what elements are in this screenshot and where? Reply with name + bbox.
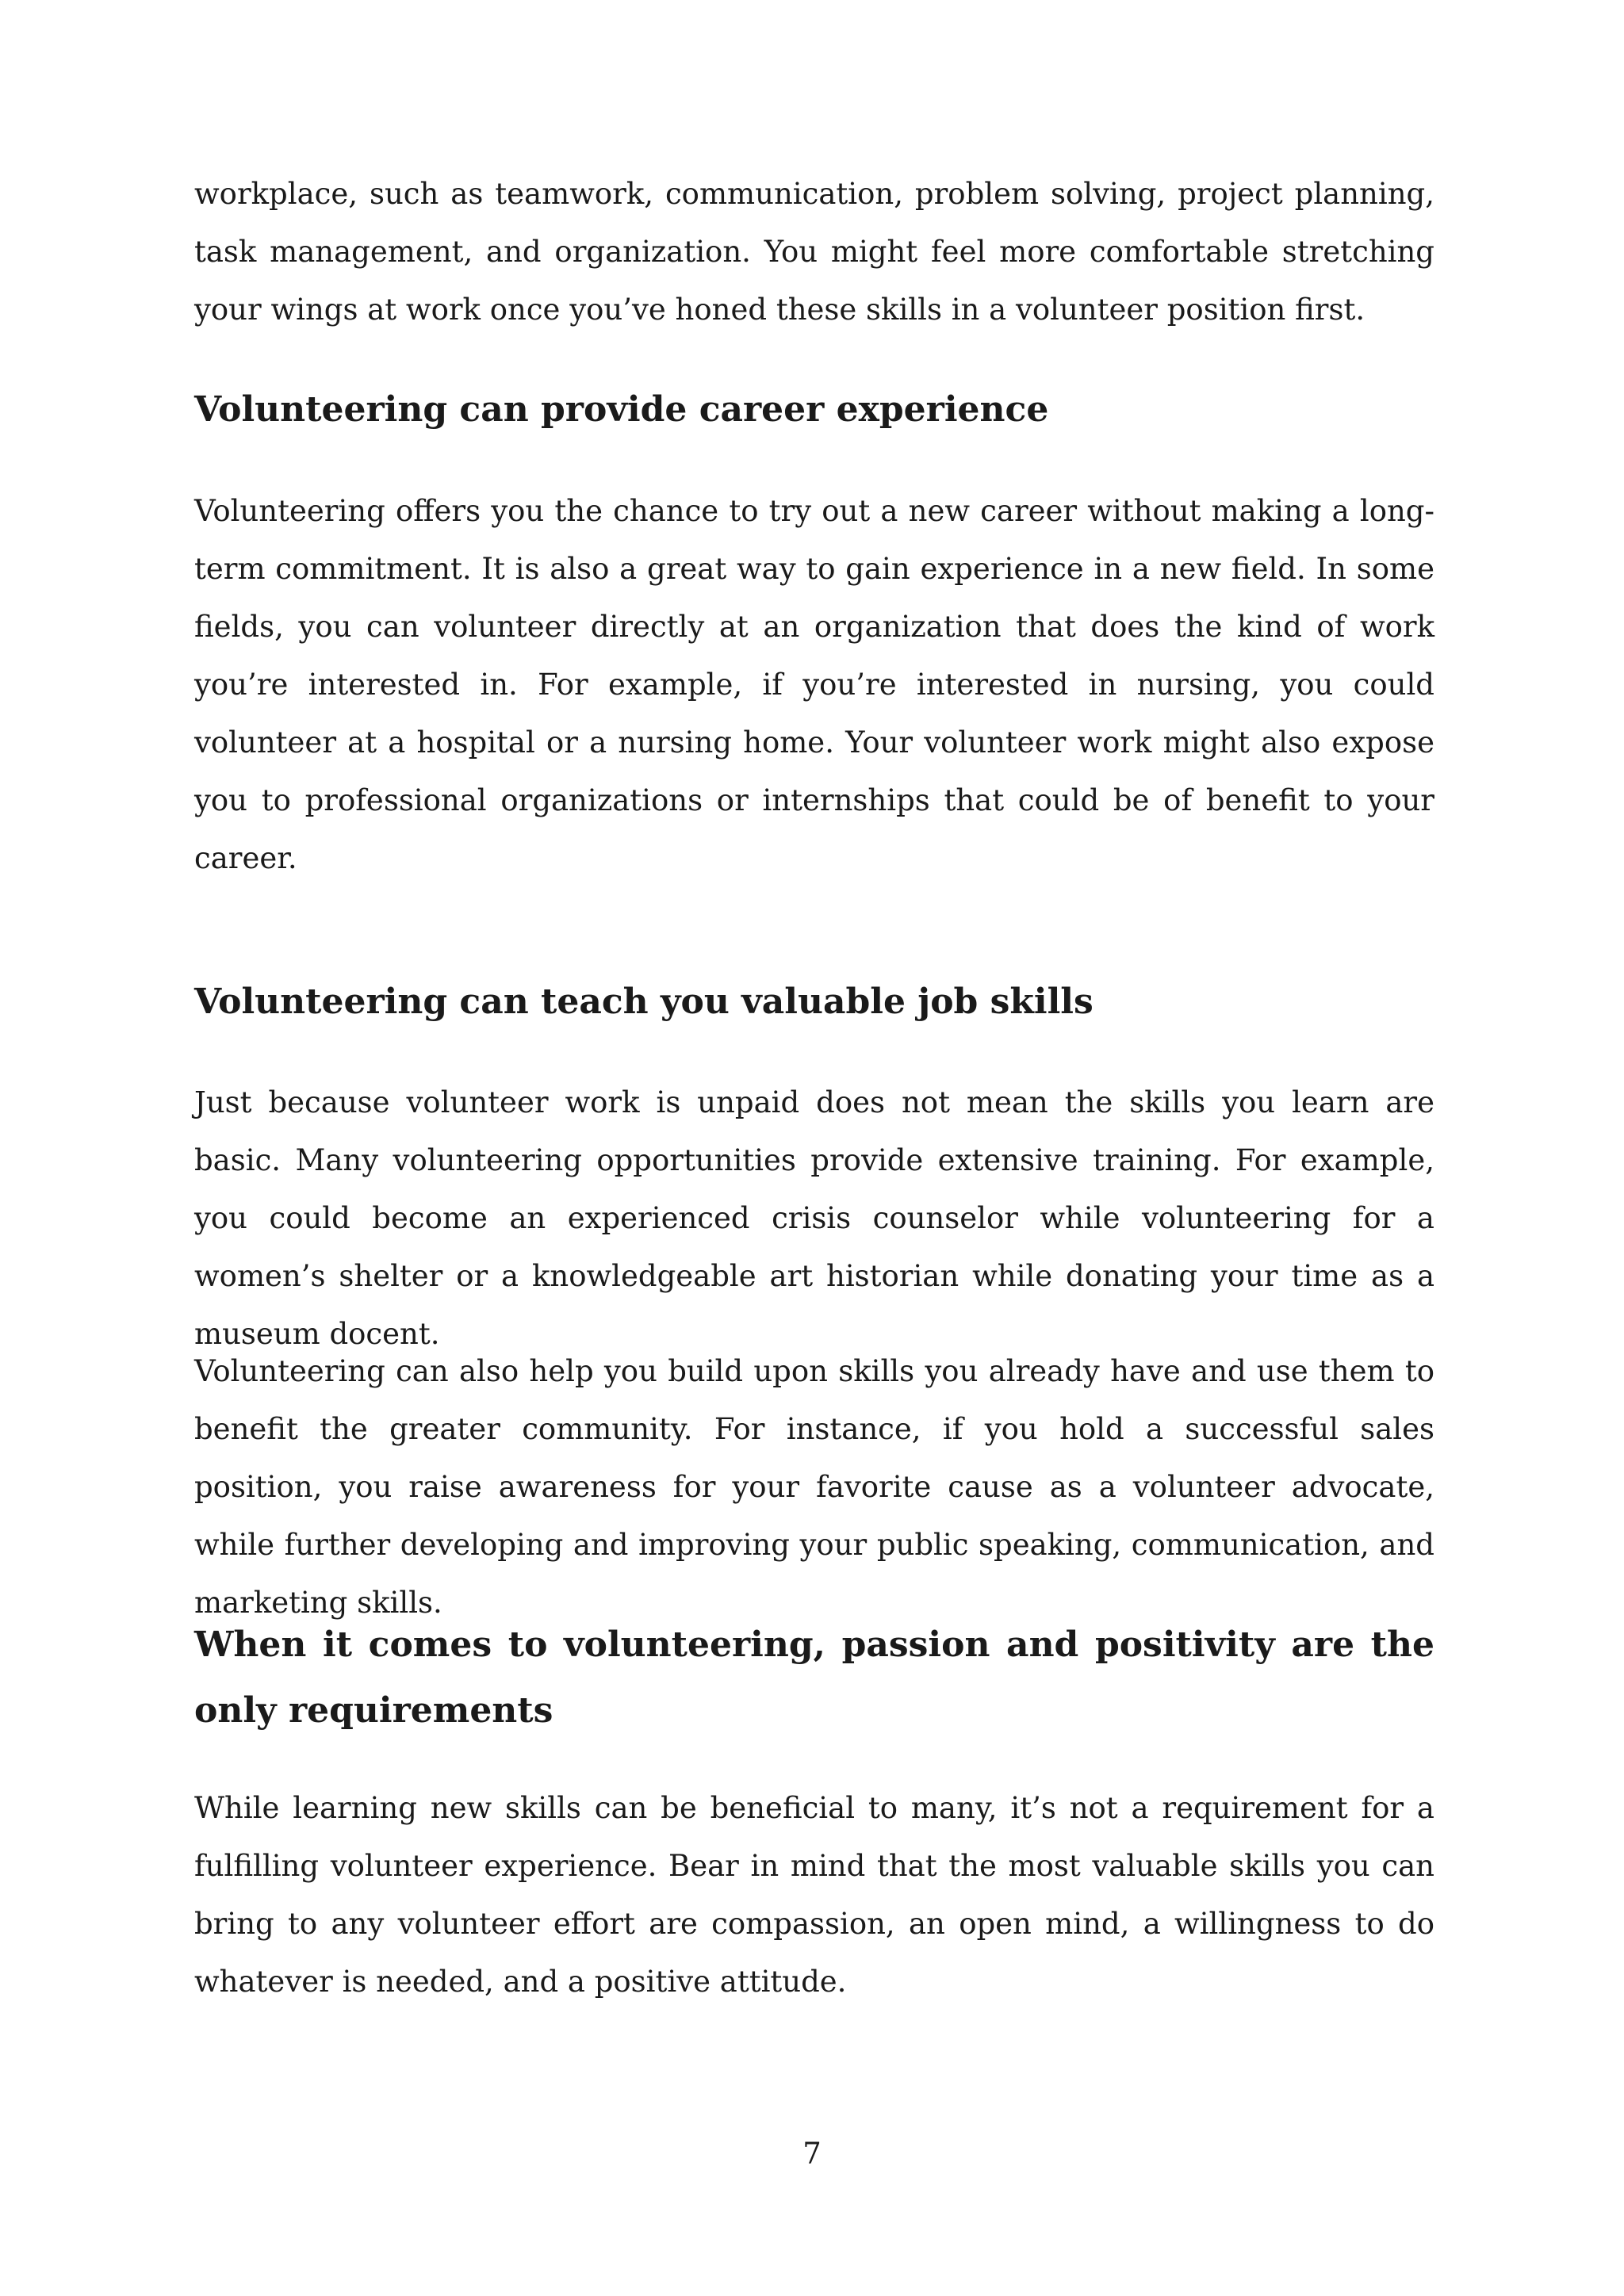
paragraph-build-upon-skills: Volunteering can also help you build upon skills you already have and use them to benefit the greater community. For instance, if you hold a successful sales position, you raise awareness for your favorite cause as a volunteer advocate, while further developing and improving your public speaking, communication, and marketing skills. [194,1354,1434,1620]
paragraph-requirements: While learning new skills can be beneficial to many, it’s not a requirement for a fulfilling volunteer experience. Bear in mind that the most valuable skills you can bring to any volunteer effort are compassion, an open mind, a willingness to do whatever is needed, and a positive attitude. [194,1791,1434,1999]
paragraph-career-experience: Volunteering offers you the chance to try out a new career without making a long-term commitment. It is also a great way to gain experience in a new field. In some fields, you can volunteer directly at an organization that does the kind of work you’re interested in. For example, if you’re interested in nursing, you could volunteer at a hospital or a nursing home. Your volunteer work might also expose you to professional organizations or internships that could be of benefit to your career. [194,494,1434,875]
paragraph-job-skills-training: Just because volunteer work is unpaid does not mean the skills you learn are basic. Many volunteering opportunities provide extensive training. For example, you could become an experienced crisis counselor while volunteering for a women’s shelter or a knowledgeable art historian while donating your time as a museum docent. [194,1085,1434,1351]
heading-career-experience: Volunteering can provide career experience [194,389,1049,430]
heading-passion-positivity: When it comes to volunteering, passion and positivity are the only requirements [194,1624,1434,1731]
paragraph-workplace-skills: workplace, such as teamwork, communication, problem solving, project planning, task management, and organization. You might feel more comfortable stretching your wings at work once you’ve honed these skills in a volunteer position first. [194,177,1434,327]
page-number: 7 [802,2137,822,2171]
heading-job-skills: Volunteering can teach you valuable job skills [194,982,1094,1022]
